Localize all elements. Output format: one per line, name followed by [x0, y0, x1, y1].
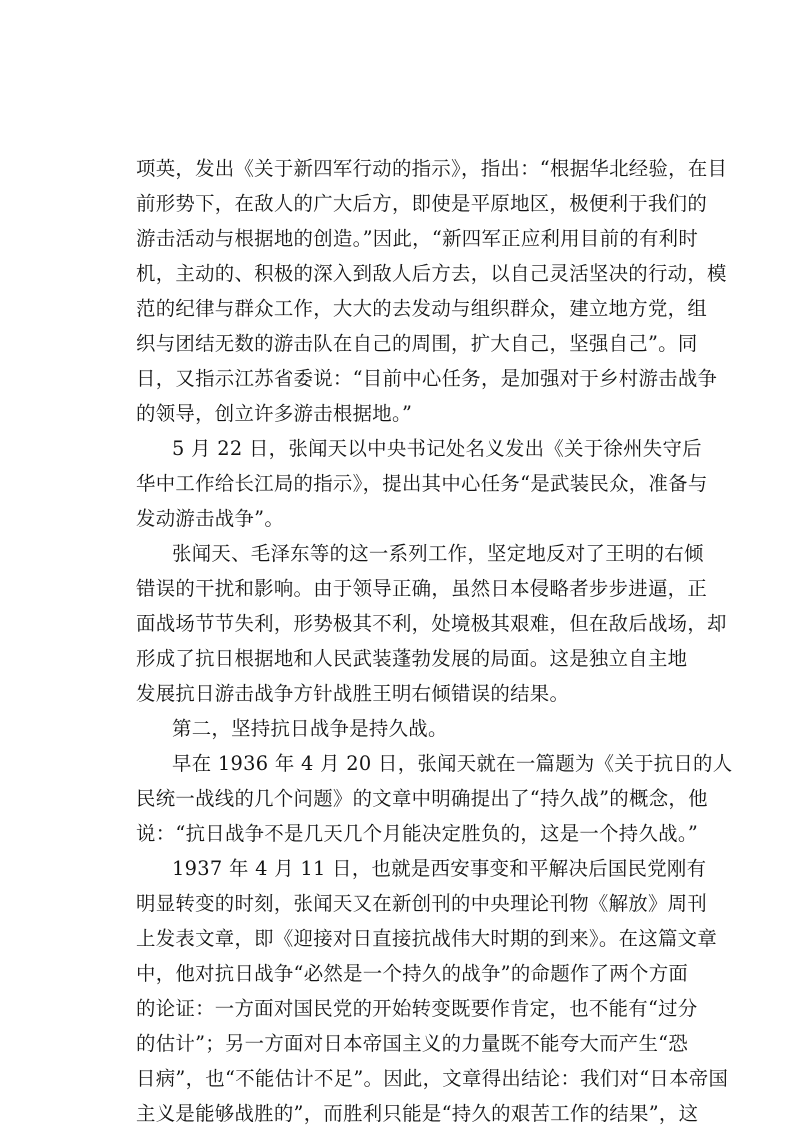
text-line: 的论证：一方面对国民党的开始转变既要作肯定，也不能有“过分 [136, 997, 698, 1020]
text-line: 的估计”；另一方面对日本帝国主义的力量既不能夸大而产生“恐 [136, 1032, 689, 1055]
text-line: 机，主动的、积极的深入到敌人后方去，以自己灵活坚决的行动，模 [136, 262, 727, 285]
text-line: 范的纪律与群众工作，大大的去发动与组织群众，建立地方党，组 [136, 297, 708, 320]
text-line: 中，他对抗日战争“必然是一个持久的战争”的命题作了两个方面 [136, 962, 689, 985]
text-line: 日病”，也“不能估计不足”。因此，文章得出结论：我们对“日本帝国 [136, 1067, 729, 1090]
text-line: 早在 1936 年 4 月 20 日，张闻天就在一篇题为《关于抗日的人 [172, 752, 733, 775]
text-line: 面战场节节失利，形势极其不利，处境极其艰难，但在敌后战场，却 [136, 612, 727, 635]
text-line: 说：“抗日战争不是几天几个月能决定胜负的，这是一个持久战。” [136, 822, 699, 845]
text-line: 错误的干扰和影响。由于领导正确，虽然日本侵略者步步进逼，正 [136, 577, 708, 600]
text-line: 的领导，创立许多游击根据地。” [136, 402, 413, 425]
text-line: 发展抗日游击战争方针战胜王明右倾错误的结果。 [136, 682, 570, 705]
text-line: 张闻天、毛泽东等的这一系列工作，坚定地反对了王明的右倾 [172, 542, 704, 565]
text-line: 上发表文章，即《迎接对日直接抗战伟大时期的到来》。在这篇文章 [136, 927, 718, 950]
text-line: 华中工作给长江局的指示》，提出其中心任务“是武装民众，准备与 [136, 472, 708, 495]
text-line: 形成了抗日根据地和人民武装蓬勃发展的局面。这是独立自主地 [136, 647, 688, 670]
text-line: 发动游击战争”。 [136, 507, 285, 530]
text-line: 项英，发出《关于新四军行动的指示》，指出：“根据华北经验，在目 [136, 157, 728, 180]
text-line: 主义是能够战胜的”，而胜利只能是“持久的艰苦工作的结果”，这 [136, 1102, 699, 1125]
text-line: 5 月 22 日，张闻天以中央书记处名义发出《关于徐州失守后 [172, 437, 702, 460]
text-line: 第二，坚持抗日战争是持久战。 [172, 717, 448, 740]
text-line: 游击活动与根据地的创造。”因此，“新四军正应利用目前的有利时 [136, 227, 699, 250]
text-line: 民统一战线的几个问题》的文章中明确提出了“持久战”的概念，他 [136, 787, 708, 810]
text-line: 织与团结无数的游击队在自己的周围，扩大自己，坚强自己”。同 [136, 332, 698, 355]
text-line: 前形势下，在敌人的广大后方，即使是平原地区，极便利于我们的 [136, 192, 708, 215]
text-line: 1937 年 4 月 11 日，也就是西安事变和平解决后国民党刚有 [172, 857, 707, 880]
text-line: 明显转变的时刻，张闻天又在新创刊的中央理论刊物《解放》周刊 [136, 892, 708, 915]
text-line: 日，又指示江苏省委说：“目前中心任务，是加强对于乡村游击战争 [136, 367, 718, 390]
